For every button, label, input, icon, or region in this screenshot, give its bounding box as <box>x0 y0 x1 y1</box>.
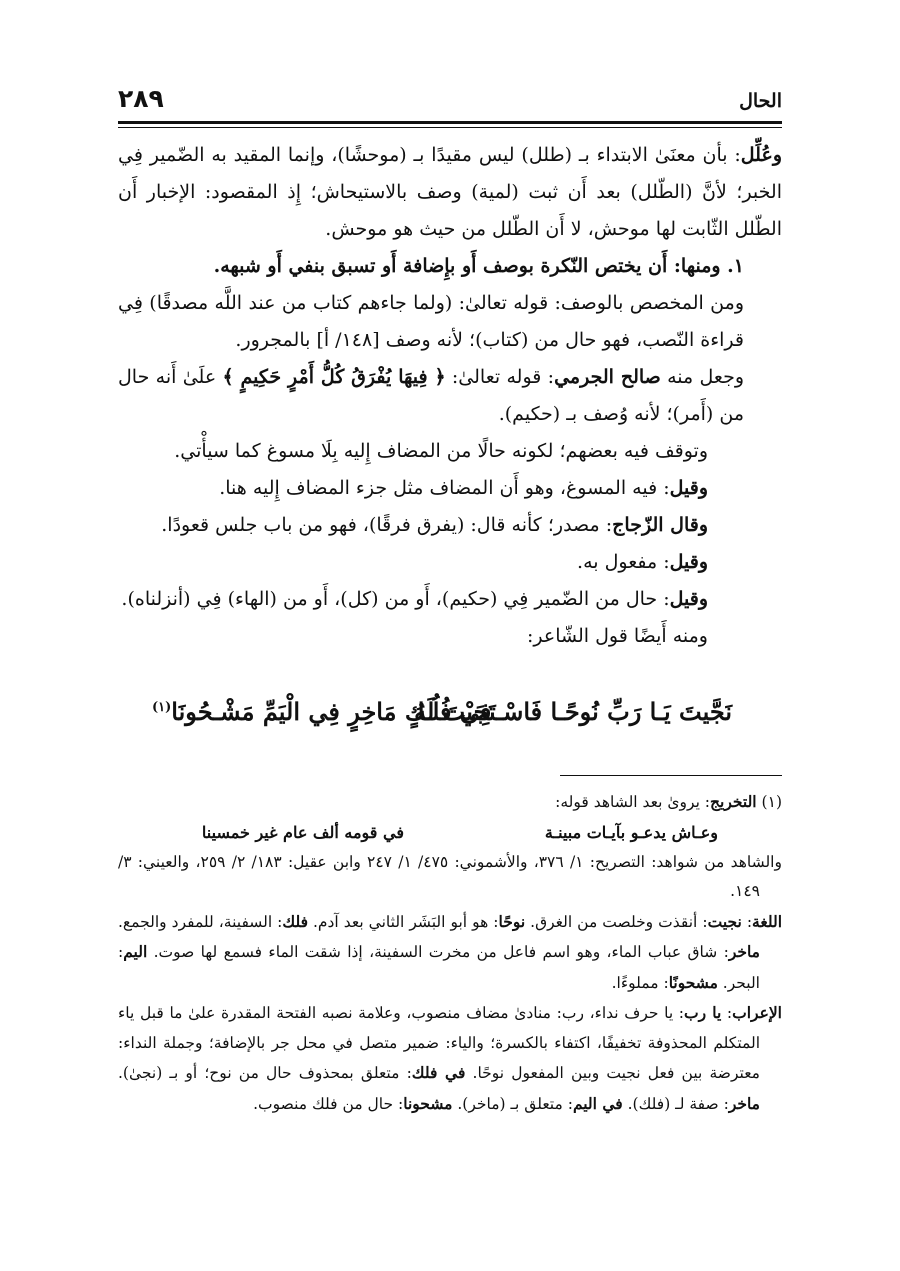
footnote-sources: والشاهد من شواهد: التصريح: ١/ ٣٧٦، والأشموني: ٤٧٥/ ١/ ٢٤٧ وابن عقيل: ١٨٣/ ٢/ ٢٥٩، والعيني: ٣/ ١٤٩. <box>118 852 782 900</box>
poem-verse <box>118 697 782 741</box>
footnotes <box>118 787 782 1119</box>
header-rule-thin <box>118 127 782 128</box>
footnote-verse-second: في قومه ألف عام غير خمسينا <box>201 822 404 842</box>
footnote-verse-first: وعـاش يدعـو بآيـات مبينـة <box>544 822 718 842</box>
footnote-marker: (١) <box>152 700 172 715</box>
paragraph-qila-1: وقيل: فيه المسوغ، وهو أَن المضاف مثل جزء المضاف إِليه هنا. <box>219 477 708 499</box>
quran-verse: ﴿ فِيهَا يُفْرَقُ كُلُّ أَمْرٍ حَكِيمٍ ﴾ <box>222 366 446 388</box>
main-text <box>118 137 782 655</box>
paragraph-qila-3: وقيل: حال من الضّمير فِي (حكيم)، أَو من (كل)، أَو من (الهاء) فِي (أنزلناه). <box>121 588 708 610</box>
term-label: وعُلِّل <box>740 144 782 166</box>
footnote-irab: الإعراب: يا رب: يا حرف نداء، رب: منادىٰ مضاف منصوب، وعلامة نصبه الفتحة المقدرة علىٰ ما قبل ياء المتكلم المحذوفة تخفيفًا، اكتفاء بالكسرة؛ والياء: ضمير متصل في محل جر بالإضافة؛ وجملة النداء: معترضة بين فعل نجيت وبين المفعول نوحًا. في فلك: متعلق بمحذوف حال من نوح؛ أو بـ (نجىٰ). ماخر: صفة لـ (فلك). في اليم: متعلق بـ (ماخر). مشحونا: حال من فلك منصوب. <box>118 1003 782 1113</box>
page-number: ٢٨٩ <box>118 84 164 113</box>
footnote-lugha: اللغة: نجيت: أنقذت وخلصت من الغرق. نوحًا: هو أبو البَشَر الثاني بعد آدم. فلك: السفينة، للمفرد والجمع. ماخر: شاق عباب الماء، وهو اسم فاعل من مخرت السفينة، إذا شقت الماء فسمع لها صوت. اليم: البحر. مشحونًا: مملوءًا. <box>118 911 782 992</box>
paragraph-zajjaj: وقال الزّجاج: مصدر؛ كأنه قال: (يفرق فرقًا)، فهو من باب جلس قعودًا. <box>161 514 708 536</box>
paragraph-ullil <box>118 137 782 248</box>
poem-first-hemistich: نَجَّيتَ يَـا رَبِّ نُوحًـا فَاسْـتَجَبْتَ لَهُ <box>414 697 732 726</box>
paragraph-qila-2: وقيل: مفعول به. <box>577 551 708 573</box>
footnote-separator <box>560 775 782 776</box>
footnote-takhrij: (١) التخريج: يروىٰ بعد الشاهد قوله: <box>555 792 782 811</box>
paragraph-jarmi: وجعل منه صالح الجرمي: قوله تعالىٰ: ﴿ فِيهَا يُفْرَقُ كُلُّ أَمْرٍ حَكِيمٍ ﴾ علَىٰ أَنه حال من (أَمر)؛ لأنه وُصف بـ (حكيم). <box>118 366 744 425</box>
paragraph-poet-intro: ومنه أَيضًا قول الشّاعر: <box>527 625 708 647</box>
paragraph-text: : بأن معنَىٰ الابتداء بـ (طلل) ليس مقيدًا بـ (موحشًا)، وإنما المقيد به الضّمير فِي الخبر؛ لأنَّ (الطّلل) بعد أَن ثبت (لمية) وصف بالاستيحاش؛ إِذ المقصود: الإخبار أَن الطّلل الثّابت لها موحش، لا أَن الطّلل من حيث هو موحش. <box>118 144 782 240</box>
footnote-verse <box>118 818 782 848</box>
header-rule-thick <box>118 121 782 124</box>
paragraph-wasf: ومن المخصص بالوصف: قوله تعالىٰ: (ولما جاءهم كتاب من عند اللَّه مصدقًا) فِي قراءة النّصب، فهو حال من (كتاب)؛ لأنه وصف [١٤٨/ أ] بالمجرور. <box>118 292 744 351</box>
paragraph-tawaqquf: وتوقف فيه بعضهم؛ لكونه حالًا من المضاف إِليه بِلَا مسوغ كما سيأْتي. <box>174 440 708 462</box>
poem-second-hemistich: فِي فُلُـكٍ مَاخِرٍ فِي الْيَمِّ مَشْـحُونَا$^{(١)}$ <box>152 697 492 726</box>
chapter-title: الحال <box>739 90 782 112</box>
paragraph-rule-1: ١. ومنها: أَن يختص النّكرة بوصف أَو بإِضافة أَو تسبق بنفي أَو شبهه. <box>213 255 744 277</box>
running-header <box>118 84 782 118</box>
scholar-name: صالح الجرمي <box>554 366 661 388</box>
